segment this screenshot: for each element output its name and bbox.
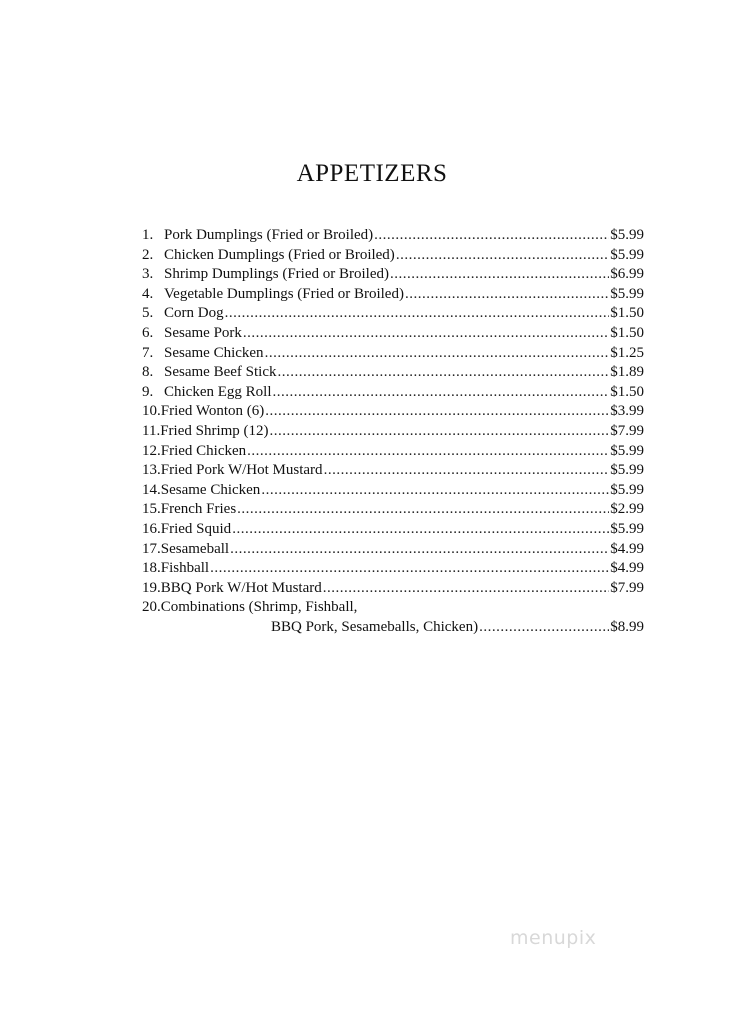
- item-number: 11.: [142, 422, 161, 439]
- item-name: Pork Dumplings (Fried or Broiled): [164, 227, 374, 243]
- item-price: $7.99: [610, 422, 644, 439]
- item-number: 13.: [142, 462, 161, 479]
- item-price: $7.99: [610, 579, 644, 596]
- menu-item: [142, 540, 644, 560]
- item-price: $5.99: [610, 520, 644, 537]
- dot-leader: [273, 383, 610, 403]
- item-price: $5.99: [610, 227, 644, 243]
- item-number: 7.: [142, 344, 154, 361]
- watermark-logo: menupix: [510, 927, 597, 949]
- dot-leader: [479, 618, 609, 638]
- item-price: $1.50: [610, 383, 644, 400]
- item-price: $1.25: [610, 344, 644, 361]
- dot-leader: [405, 285, 609, 305]
- item-price: $4.99: [610, 560, 644, 577]
- dot-leader: [210, 559, 609, 579]
- item-name: Fried Pork W/Hot Mustard: [160, 462, 323, 479]
- item-number: 18.: [142, 560, 161, 577]
- item-number: 1.: [142, 227, 154, 243]
- menu-item: [142, 481, 644, 501]
- menu-item: [142, 363, 644, 383]
- item-name: BBQ Pork W/Hot Mustard: [160, 579, 322, 596]
- dot-leader: [396, 246, 609, 266]
- menu-item: [142, 246, 644, 266]
- dot-leader: [324, 461, 610, 481]
- menu-item: [142, 402, 644, 422]
- menu-item: [142, 304, 644, 324]
- item-name: Fried Shrimp (12): [160, 422, 269, 439]
- item-name: Shrimp Dumplings (Fried or Broiled): [164, 266, 389, 283]
- item-number: 19.: [142, 579, 161, 596]
- dot-leader: [230, 540, 609, 560]
- item-price: $5.99: [610, 442, 644, 459]
- item-number: 14.: [142, 481, 161, 498]
- item-number: 5.: [142, 305, 154, 322]
- item-name: Chicken Egg Roll: [164, 383, 272, 400]
- item-name: Sesame Chicken: [164, 344, 264, 361]
- item-name: Fried Squid: [160, 520, 232, 537]
- menu-item: [142, 442, 644, 462]
- item-price: $1.50: [610, 324, 644, 341]
- item-price: $2.99: [610, 501, 644, 518]
- dot-leader: [243, 324, 609, 344]
- menu-item: [142, 422, 644, 442]
- menu-item: [142, 344, 644, 364]
- item-price: $5.99: [610, 246, 644, 263]
- item-name: Sesame Pork: [164, 324, 242, 341]
- item-number: 3.: [142, 266, 154, 283]
- item-number: 15.: [142, 501, 161, 518]
- appetizer-list: [142, 226, 644, 637]
- menu-item: [142, 500, 644, 520]
- item-number: 6.: [142, 324, 154, 341]
- item-price: $1.50: [610, 305, 644, 322]
- item-name: Vegetable Dumplings (Fried or Broiled): [164, 285, 404, 302]
- combo-name-line2: BBQ Pork, Sesameballs, Chicken): [271, 618, 479, 635]
- menu-item: [142, 383, 644, 403]
- item-number: 4.: [142, 285, 154, 302]
- item-price: $1.89: [610, 364, 644, 381]
- dot-leader: [270, 422, 610, 442]
- dot-leader: [277, 363, 609, 383]
- dot-leader: [261, 481, 609, 501]
- item-number: 17.: [142, 540, 161, 557]
- item-name: Fried Chicken: [160, 442, 247, 459]
- item-number: 16.: [142, 520, 161, 537]
- item-number: 2.: [142, 246, 154, 263]
- item-price: $6.99: [610, 266, 644, 283]
- item-number: 10.: [142, 403, 161, 420]
- dot-leader: [374, 226, 609, 246]
- item-price: $4.99: [610, 540, 644, 557]
- dot-leader: [247, 442, 609, 462]
- combo-item-continuation: [142, 618, 644, 638]
- dot-leader: [237, 500, 609, 520]
- item-name: French Fries: [160, 501, 237, 518]
- item-name: Chicken Dumplings (Fried or Broiled): [164, 246, 395, 263]
- dot-leader: [323, 579, 610, 599]
- menu-item: [142, 265, 644, 285]
- item-name: Sesameball: [160, 540, 230, 557]
- item-price: $5.99: [610, 462, 644, 479]
- item-price: $5.99: [610, 285, 644, 302]
- item-number: 8.: [142, 364, 154, 381]
- item-name: Sesame Beef Stick: [164, 364, 277, 381]
- menu-item: [142, 285, 644, 305]
- item-name: Fried Wonton (6): [160, 403, 265, 420]
- combo-name-line1: Combinations (Shrimp, Fishball,: [160, 599, 358, 616]
- item-number: 12.: [142, 442, 161, 459]
- dot-leader: [265, 344, 610, 364]
- menu-item: [142, 226, 644, 246]
- item-price: $5.99: [610, 481, 644, 498]
- combo-item: [142, 598, 644, 618]
- page-title: APPETIZERS: [296, 159, 448, 187]
- item-name: Fishball: [160, 560, 210, 577]
- item-name: Sesame Chicken: [160, 481, 261, 498]
- item-name: Corn Dog: [164, 305, 224, 322]
- item-number: 9.: [142, 383, 154, 400]
- dot-leader: [225, 304, 610, 324]
- item-price: $8.99: [610, 618, 644, 635]
- dot-leader: [232, 520, 609, 540]
- menu-item: [142, 324, 644, 344]
- item-number: 20.: [142, 599, 161, 616]
- menu-item: [142, 520, 644, 540]
- dot-leader: [265, 402, 609, 422]
- menu-item: [142, 559, 644, 579]
- menu-item: [142, 579, 644, 599]
- item-price: $3.99: [610, 403, 644, 420]
- menu-item: [142, 461, 644, 481]
- dot-leader: [390, 265, 609, 285]
